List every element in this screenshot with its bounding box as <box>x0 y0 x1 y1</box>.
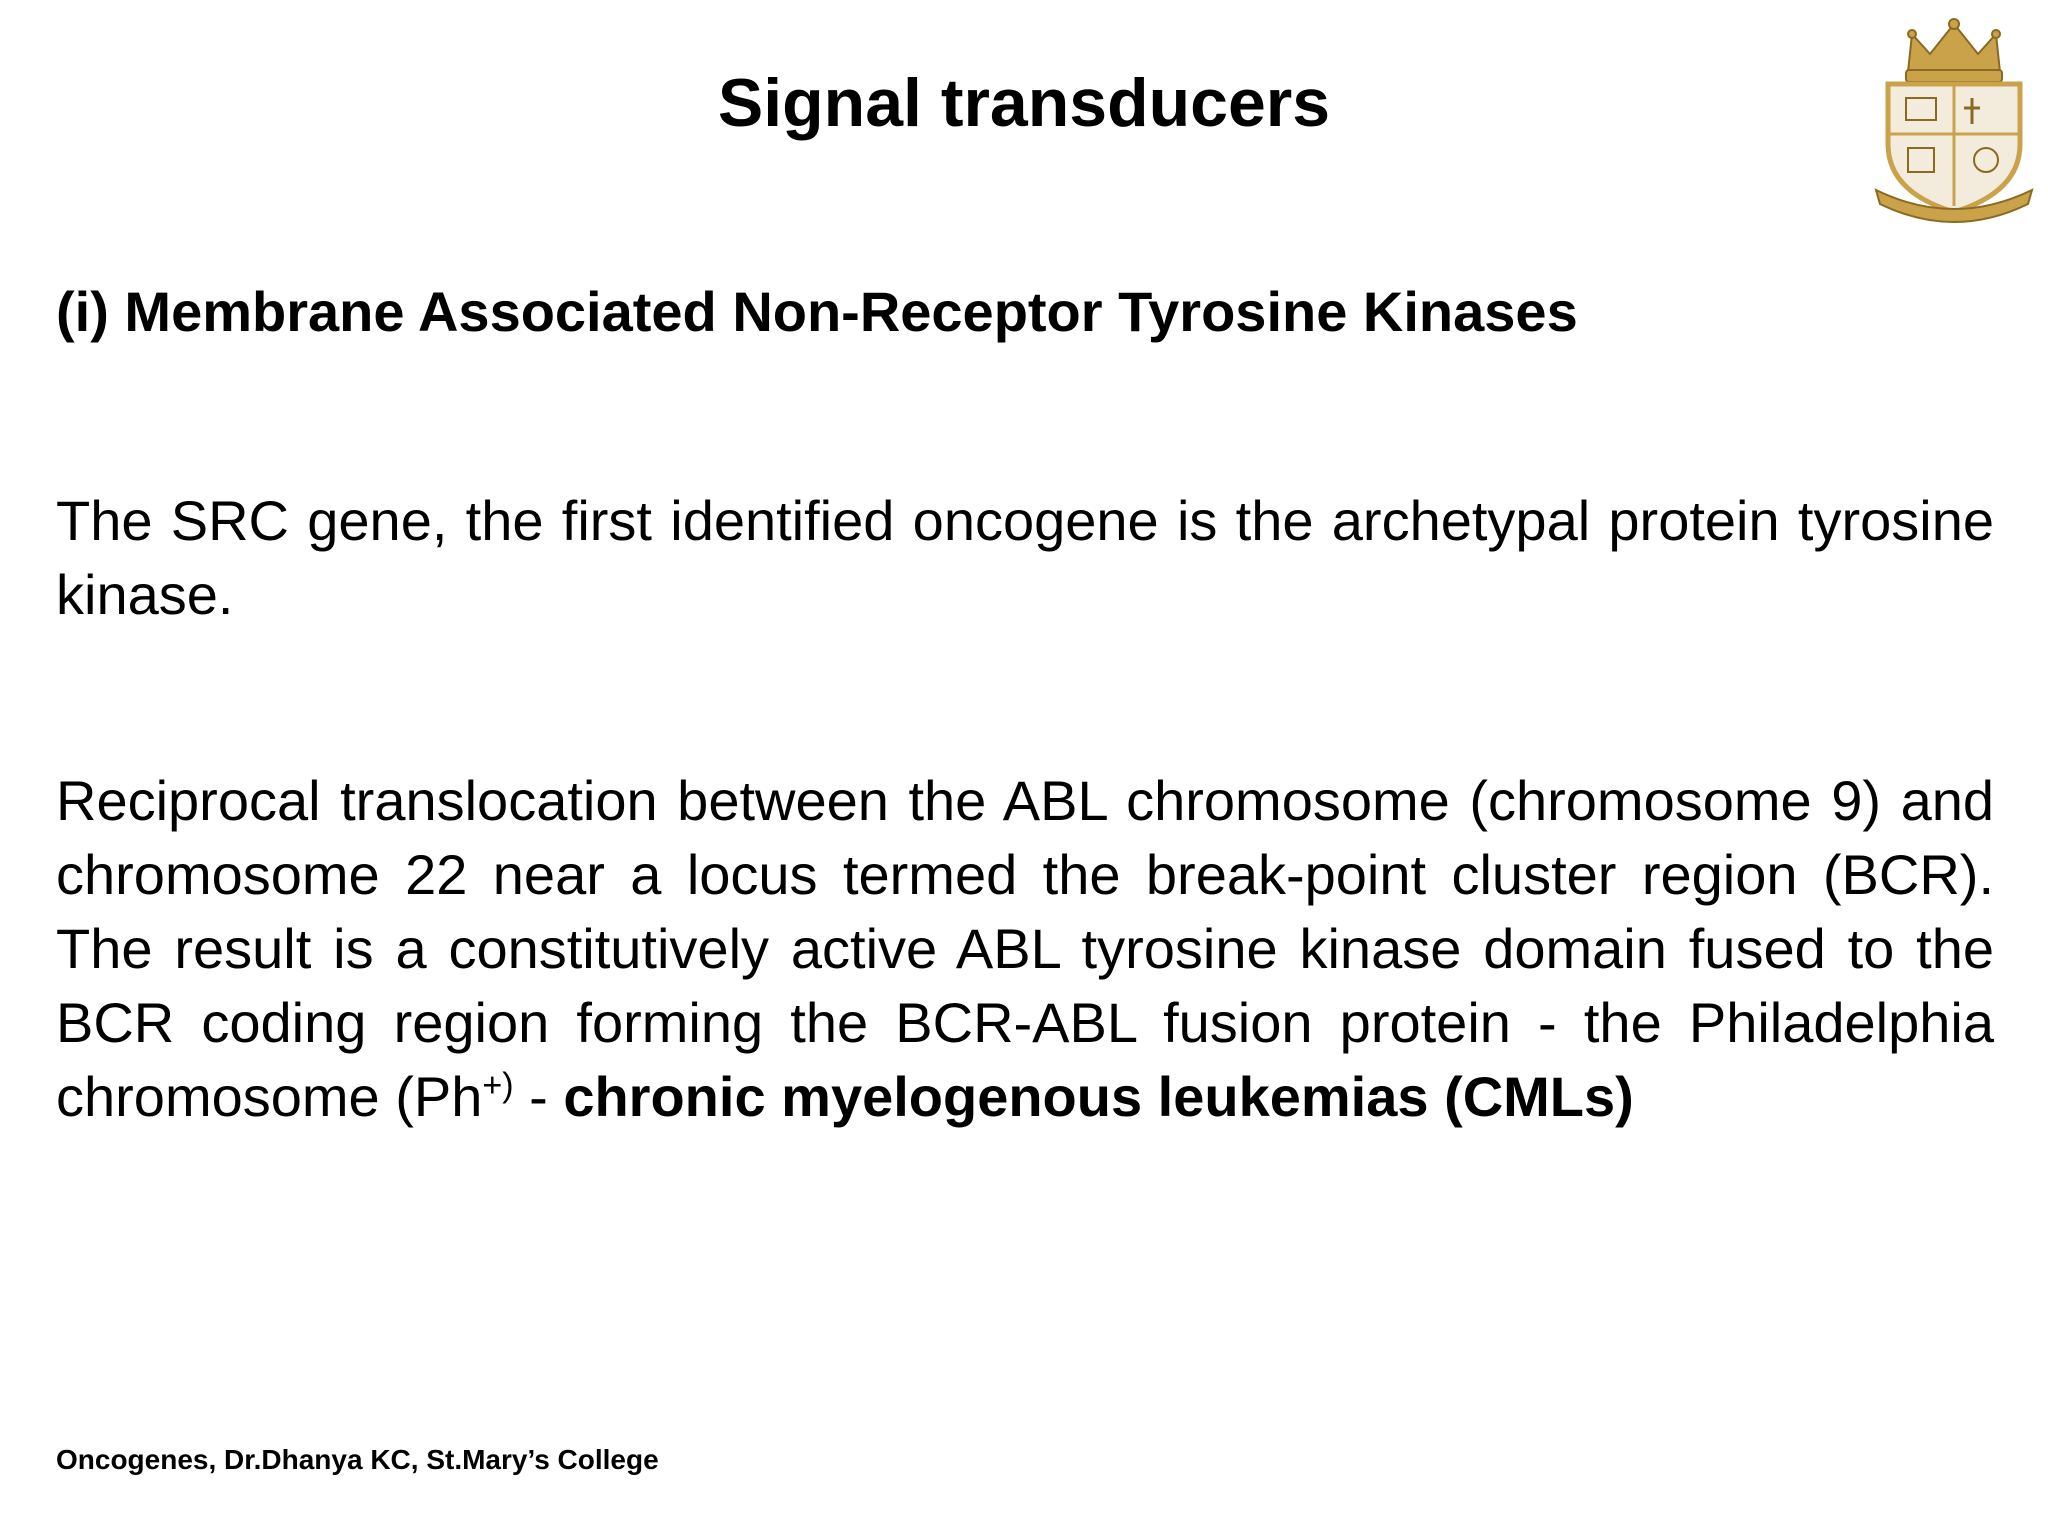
slide-footer: Oncogenes, Dr.Dhanya KC, St.Mary’s College <box>56 1444 659 1475</box>
paragraph-bcr-abl-text: Reciprocal translocation between the ABL chromosome (chromosome 9) and chromosome 22 near a locus termed the break-point cluster region (BCR). The result is a constitutively active ABL tyrosine kinase domain fused to the BCR coding region forming the BCR-ABL fusion protein - the Philadelphia chromosome (Ph <box>56 769 1994 1128</box>
section-subheading: (i) Membrane Associated Non-Receptor Tyrosine Kinases <box>56 280 1578 343</box>
paragraph-src-gene: The SRC gene, the first identified oncogene is the archetypal protein tyrosine kinase. <box>56 489 1994 626</box>
paragraph-bcr-abl-separator: - <box>513 1065 564 1128</box>
cml-emphasis: chronic myelogenous leukemias (CMLs) <box>563 1065 1634 1128</box>
paragraph-bcr-abl <box>56 764 1994 1134</box>
college-crest-icon <box>1868 14 2040 224</box>
ph-superscript: +) <box>482 1066 514 1105</box>
slide-title: Signal transducers <box>717 65 1331 141</box>
